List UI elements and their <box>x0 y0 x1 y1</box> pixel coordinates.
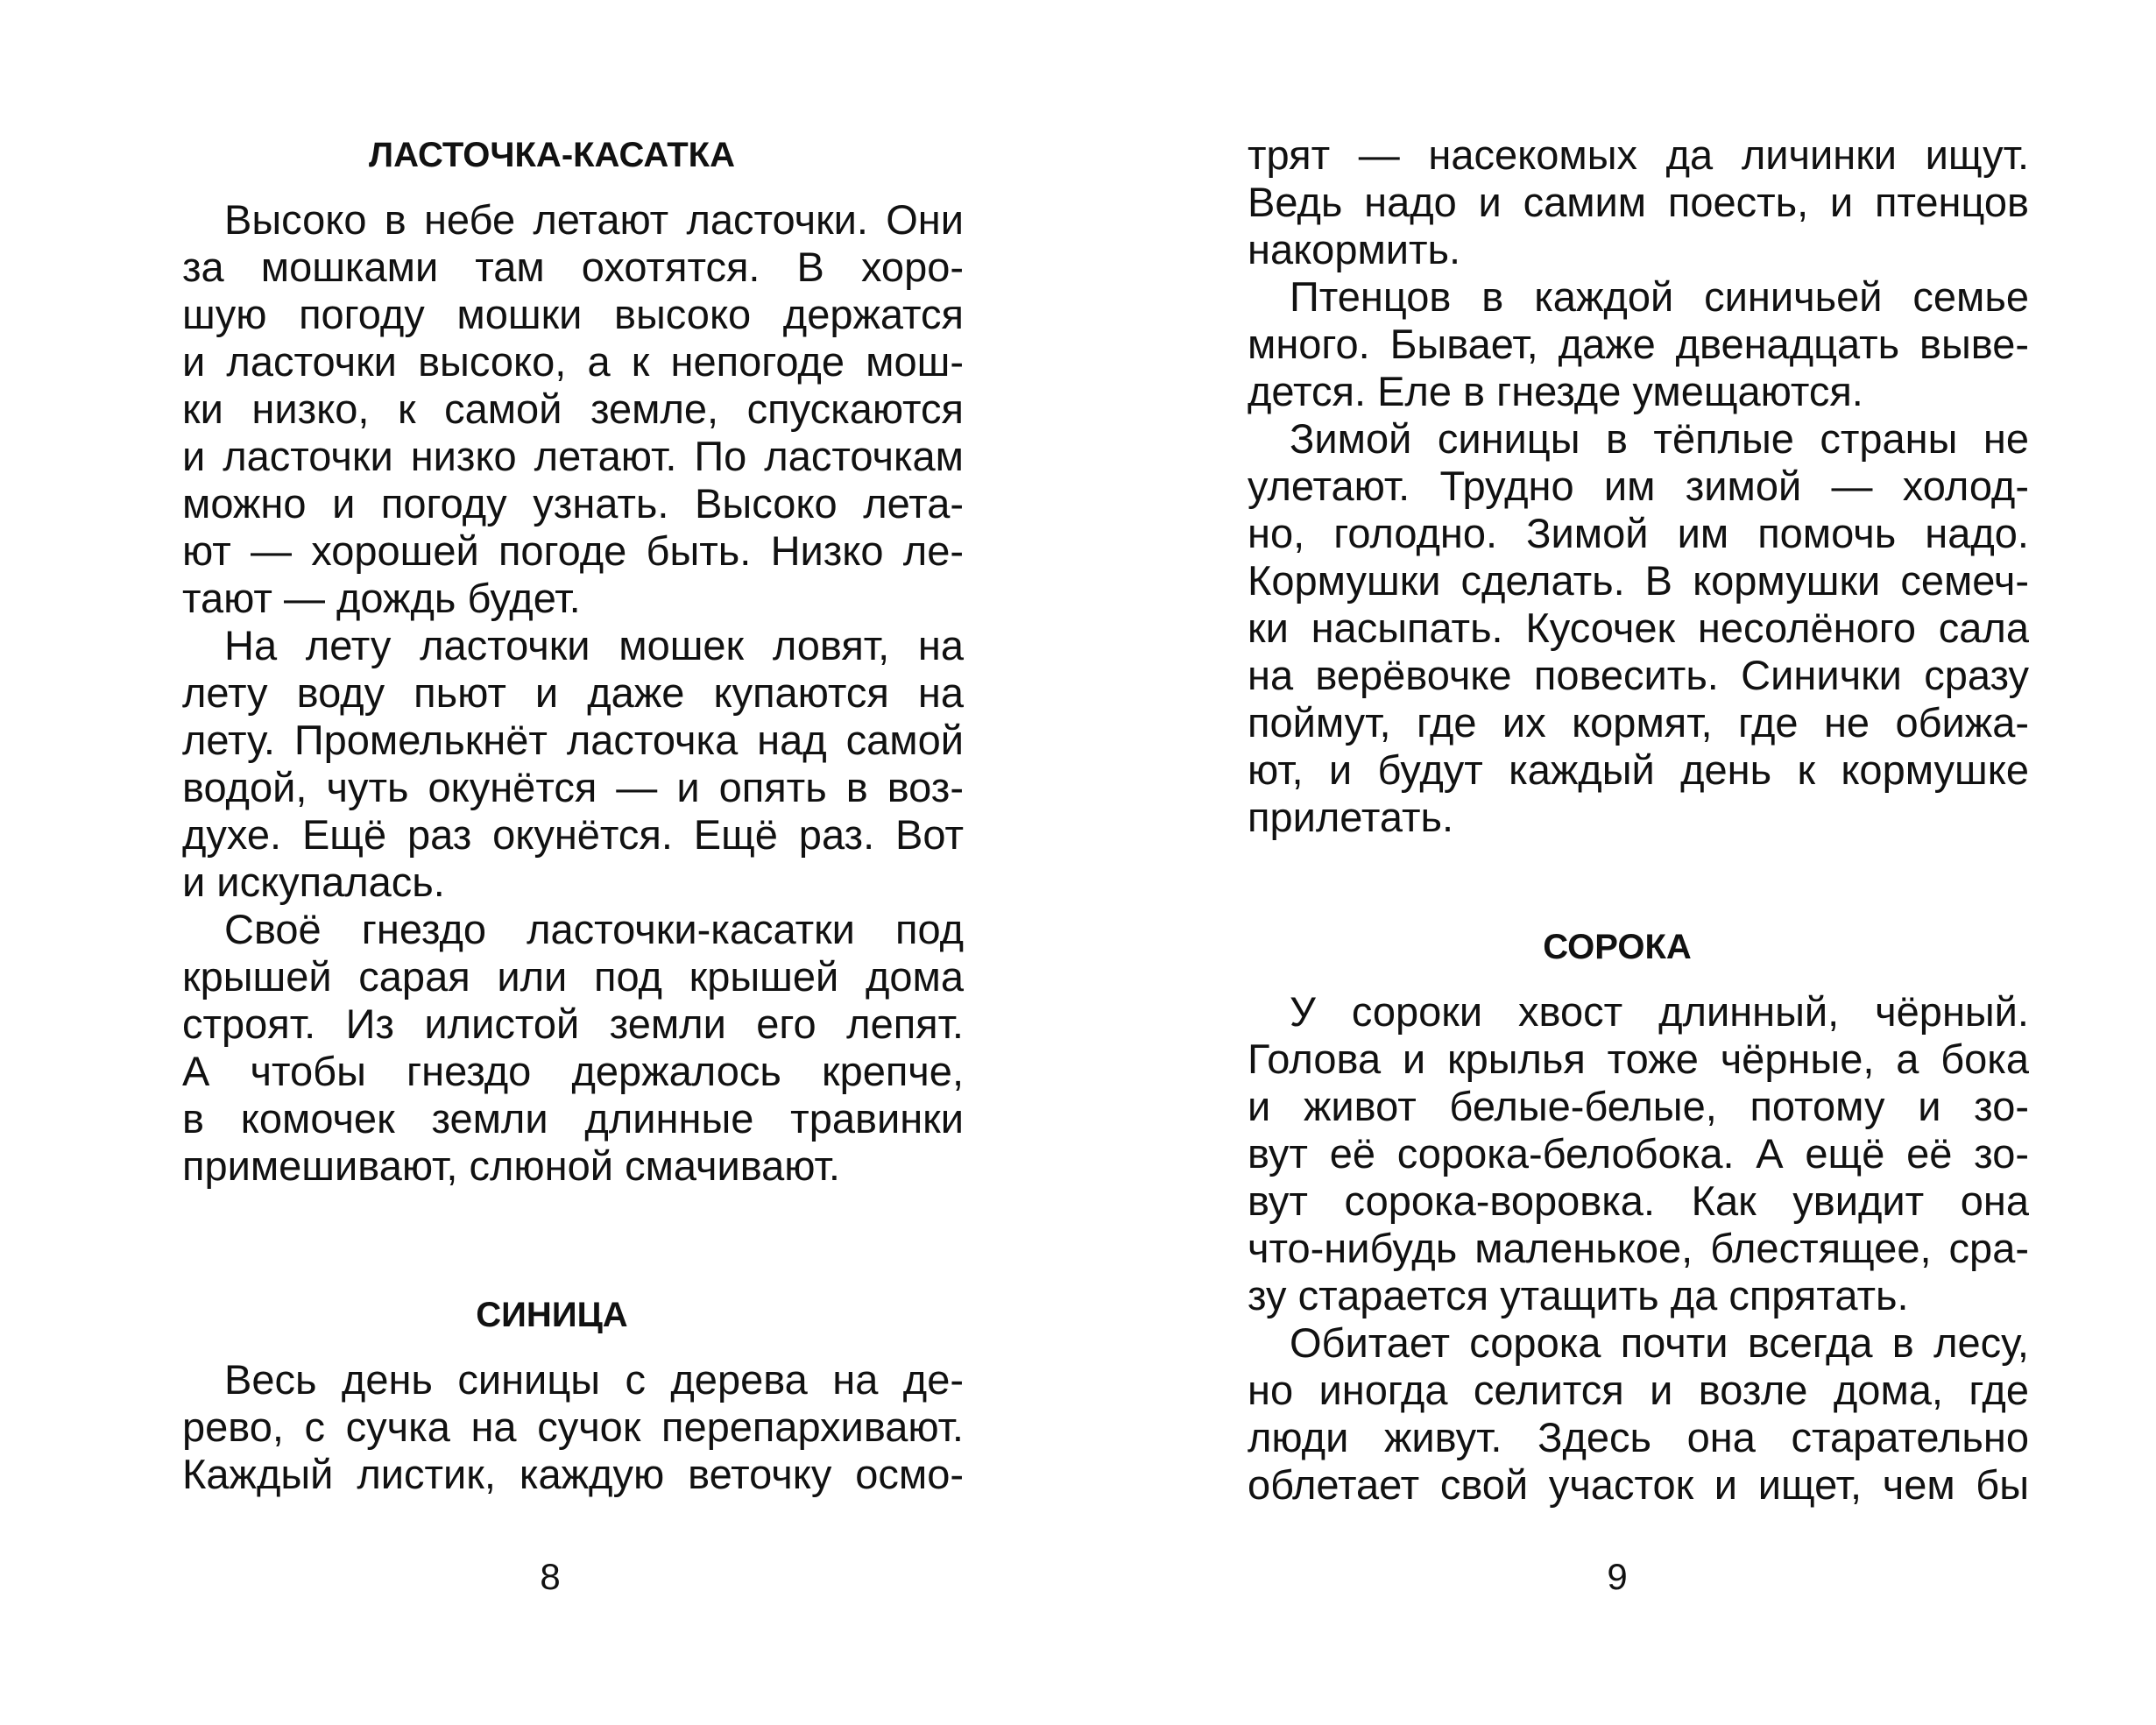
text-line: много. Бывает, даже двенадцать выве- <box>1248 321 2029 367</box>
text-line: но, голодно. Зимой им помочь надо. <box>1248 510 2029 556</box>
text-line: поймут, где их кормят, где не обижа- <box>1248 699 2029 746</box>
text-line: Кормушки сделать. В кормушки семеч- <box>1248 557 2029 604</box>
text-line: ки насыпать. Кусочек несолёного сала <box>1248 604 2029 651</box>
text-line: Голова и крылья тоже чёрные, а бока <box>1248 1036 2029 1082</box>
text-line: Зимой синицы в тёплые страны не <box>1290 415 2029 462</box>
paragraph-tit-continued <box>1205 131 2029 273</box>
text-line: дется. Еле в гнезде умещаются. <box>1248 368 1863 414</box>
text-line: Высоко в небе летают ласточки. Они <box>224 196 964 243</box>
text-line: строят. Из илистой земли его лепят. <box>182 1000 964 1047</box>
text-line: можно и погоду узнать. Высоко лета- <box>182 480 964 527</box>
text-line: духе. Ещё раз окунётся. Ещё раз. Вот <box>182 811 964 858</box>
text-line: вут сорока-воровка. Как увидит она <box>1248 1177 2029 1224</box>
text-line: Птенцов в каждой синичьей семье <box>1290 273 2029 320</box>
paragraph-magpie-2 <box>1205 1319 2029 1509</box>
text-line: А чтобы гнездо держалось крепче, <box>182 1048 964 1094</box>
text-line: Обитает сорока почти всегда в лесу, <box>1290 1319 2029 1366</box>
text-line: ки низко, к самой земле, спускаются <box>182 385 964 432</box>
text-line: примешивают, слюной смачивают. <box>182 1142 840 1189</box>
section-title-tit: СИНИЦА <box>476 1296 628 1334</box>
text-line: Своё гнездо ласточки-касатки под <box>224 906 964 952</box>
text-line: улетают. Трудно им зимой — холод- <box>1248 463 2029 509</box>
text-line: На лету ласточки мошек ловят, на <box>224 622 964 668</box>
section-title-magpie: СОРОКА <box>1543 928 1692 966</box>
text-line: вут её сорока-белобока. А ещё её зо- <box>1248 1130 2029 1177</box>
text-line: крышей сарая или под крышей дома <box>182 953 964 1000</box>
page-number-left: 8 <box>540 1556 561 1597</box>
page-number-right: 9 <box>1607 1556 1628 1597</box>
text-line: тают — дождь будет. <box>182 575 581 621</box>
text-line: люди живут. Здесь она старательно <box>1248 1414 2029 1460</box>
text-line: прилетать. <box>1248 794 1454 840</box>
text-line: Каждый листик, каждую веточку осмо- <box>182 1451 964 1497</box>
left-text-column <box>140 131 964 1498</box>
text-line: накормить. <box>1248 226 1461 272</box>
text-line: водой, чуть окунётся — и опять в воз- <box>182 764 964 810</box>
paragraph-tit-1 <box>140 1356 964 1498</box>
text-line: что-нибудь маленькое, блестящее, сра- <box>1248 1225 2029 1271</box>
paragraph-swallow-1 <box>140 196 964 622</box>
paragraph-tit-2 <box>1205 273 2029 415</box>
text-line: и ласточки высоко, а к непогоде мош- <box>182 338 964 385</box>
text-line: шую погоду мошки высоко держатся <box>182 291 964 337</box>
text-line: и ласточки низко летают. По ласточкам <box>182 433 964 479</box>
text-line: зу старается утащить да спрятать. <box>1248 1272 1909 1318</box>
text-line: в комочек земли длинные травинки <box>182 1095 964 1142</box>
paragraph-tit-3 <box>1205 415 2029 841</box>
right-text-column <box>1205 131 2029 1509</box>
paragraph-swallow-2 <box>140 622 964 906</box>
text-line: рево, с сучка на сучок перепархивают. <box>182 1403 964 1450</box>
text-line: на верёвочке повесить. Синички сразу <box>1248 652 2029 698</box>
text-line: но иногда селится и возле дома, где <box>1248 1367 2029 1413</box>
text-line: ют, и будут каждый день к кормушке <box>1248 746 2029 793</box>
paragraph-magpie-1 <box>1205 988 2029 1319</box>
text-line: за мошками там охотятся. В хоро- <box>182 244 964 290</box>
text-line: и живот белые-белые, потому и зо- <box>1248 1083 2029 1129</box>
text-line: Ведь надо и самим поесть, и птенцов <box>1248 179 2029 225</box>
right-page <box>1078 0 2155 1725</box>
text-line: Весь день синицы с дерева на де- <box>224 1356 964 1403</box>
paragraph-swallow-3 <box>140 906 964 1190</box>
section-title-swallow: ЛАСТОЧКА-КАСАТКА <box>369 136 735 174</box>
text-line: лету воду пьют и даже купаются на <box>182 669 964 716</box>
text-line: облетает свой участок и ищет, чем бы <box>1248 1461 2029 1508</box>
text-line: трят — насекомых да личинки ищут. <box>1248 131 2029 178</box>
text-line: У сороки хвост длинный, чёрный. <box>1290 988 2029 1035</box>
text-line: и искупалась. <box>182 859 445 905</box>
text-line: ют — хорошей погоде быть. Низко ле- <box>182 527 964 574</box>
text-line: лету. Промелькнёт ласточка над самой <box>182 717 964 763</box>
